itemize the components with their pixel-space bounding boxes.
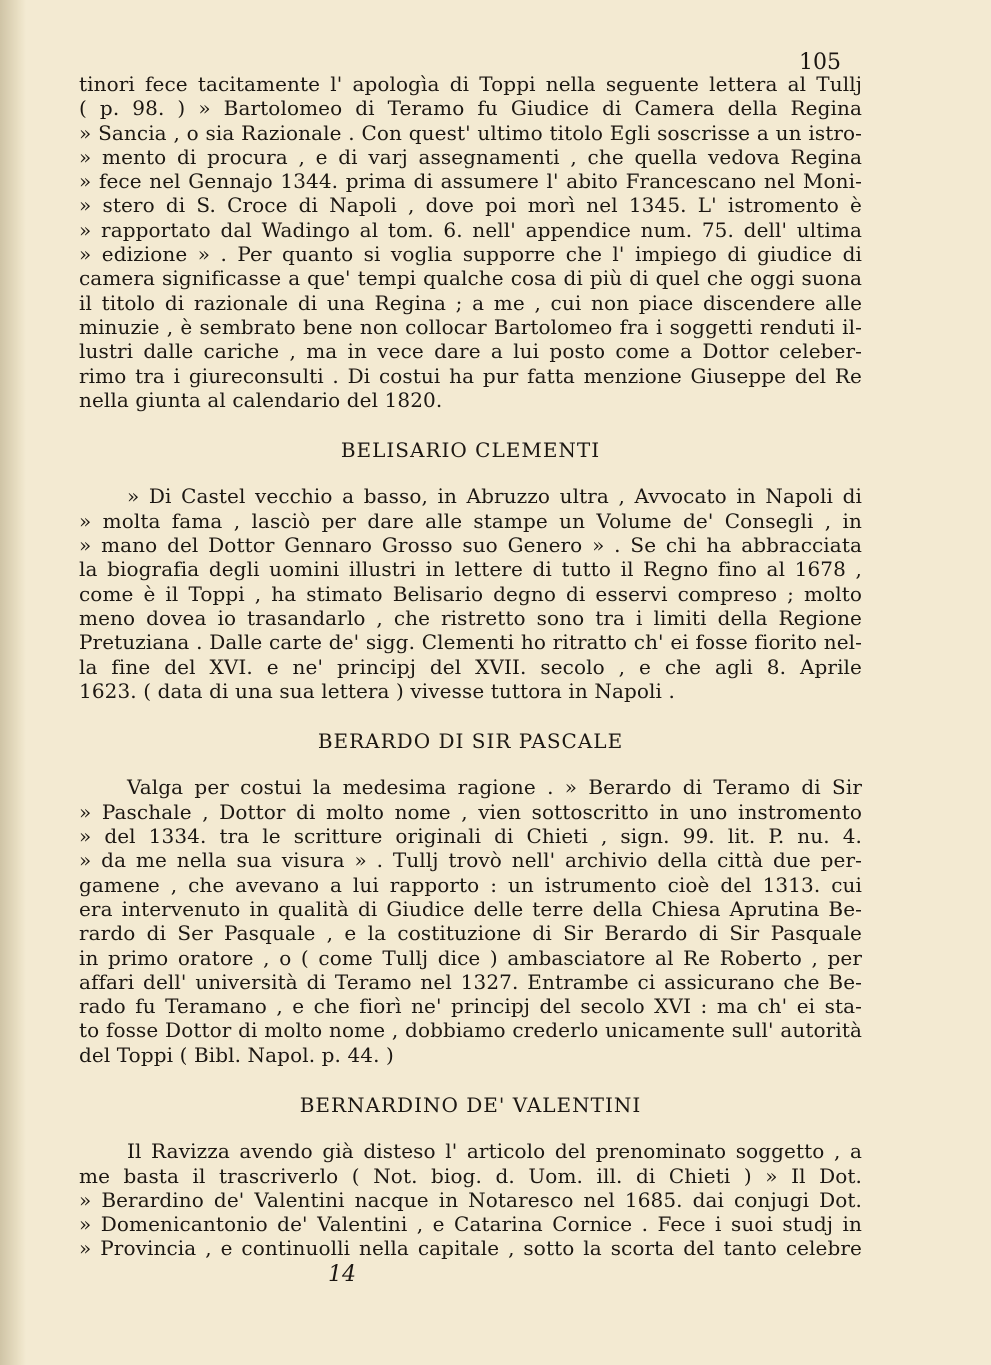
text-line: » mano del Dottor Gennaro Grosso suo Genero » . Se chi ha abbracciata	[79, 533, 862, 558]
text-line: 1623. ( data di una sua lettera ) vivesse tuttora in Napoli .	[79, 678, 675, 703]
text-line: » Provincia , e continuolli nella capitale , sotto la scorta del tanto celebre	[79, 1236, 862, 1261]
text-line: nella giunta al calendario del 1820.	[79, 387, 443, 412]
paragraph-bartolomeo	[79, 72, 862, 412]
text-line: to fosse Dottor di molto nome , dobbiamo crederlo unicamente sull' autorità	[79, 1018, 862, 1043]
paragraph-berardo	[79, 775, 862, 1067]
text-line: minuzie , è sembrato bene non collocar Bartolomeo fra i soggetti renduti il-	[79, 314, 862, 339]
text-line: » molta fama , lasciò per dare alle stampe un Volume de' Consegli , in	[79, 508, 862, 533]
text-line: del Toppi ( Bibl. Napol. p. 44. )	[79, 1042, 394, 1067]
text-line: me basta il trascriverlo ( Not. biog. d. Uom. ill. di Chieti ) » Il Dot.	[79, 1163, 862, 1188]
text-line: era intervenuto in qualità di Giudice delle terre della Chiesa Aprutina Be-	[79, 896, 862, 921]
text-line: ( p. 98. ) » Bartolomeo di Teramo fu Giudice di Camera della Regina	[79, 96, 862, 121]
text-line: in primo oratore , o ( come Tullj dice ) ambasciatore al Re Roberto , per	[79, 945, 862, 970]
page-edge-shadow	[0, 0, 26, 1365]
text-line: il titolo di razionale di una Regina ; a me , cui non piace discendere alle	[79, 290, 862, 315]
section-heading-bernardino: BERNARDINO DE' VALENTINI	[299, 1092, 642, 1117]
text-line: » stero di S. Croce di Napoli , dove poi morì nel 1345. L' istromento è	[79, 193, 862, 218]
text-line: Il Ravizza avendo già disteso l' articolo del prenominato soggetto , a	[127, 1139, 862, 1164]
text-line: come è il Toppi , ha stimato Belisario degno di esservi compreso ; molto	[79, 581, 862, 606]
paragraph-belisario	[79, 484, 862, 703]
text-line: » da me nella sua visura » . Tullj trovò nell' archivio della città due per-	[79, 848, 862, 873]
text-line: Valga per costui la medesima ragione . » Berardo di Teramo di Sir	[127, 775, 862, 800]
section-heading-belisario: BELISARIO CLEMENTI	[340, 438, 601, 463]
text-line: Pretuziana . Dalle carte de' sigg. Clementi ho ritratto ch' ei fosse fiorito nel-	[79, 630, 862, 655]
paragraph-bernardino	[79, 1139, 862, 1260]
text-line: » fece nel Gennajo 1344. prima di assumere l' abito Francescano nel Moni-	[79, 169, 862, 194]
text-line: lustri dalle cariche , ma in vece dare a lui posto come a Dottor celeber-	[79, 339, 862, 364]
text-line: tinori fece tacitamente l' apologìa di Toppi nella seguente lettera al Tullj	[79, 72, 862, 96]
text-line: gamene , che avevano a lui rapporto : un istrumento cioè del 1313. cui	[79, 872, 862, 897]
text-line: rado fu Teramano , e che fiorì ne' principj del secolo XVI : ma ch' ei sta-	[79, 994, 862, 1019]
page-body	[79, 72, 862, 1261]
text-line: » edizione » . Per quanto si voglia supporre che l' impiego di giudice di	[79, 242, 862, 267]
text-line: rimo tra i giureconsulti . Di costui ha pur fatta menzione Giuseppe del Re	[79, 363, 862, 388]
text-line: » Domenicantonio de' Valentini , e Catarina Cornice . Fece i suoi studj in	[79, 1212, 862, 1237]
text-line: affari dell' università di Teramo nel 1327. Entrambe ci assicurano che Be-	[79, 969, 862, 994]
page-number: 105	[799, 50, 841, 75]
text-line: meno dovea io trasandarlo , che ristretto sono tra i limiti della Regione	[79, 605, 862, 630]
text-line: » Sancia , o sia Razionale . Con quest' ultimo titolo Egli soscrisse a un istro-	[79, 120, 862, 145]
text-line: » Paschale , Dottor di molto nome , vien sottoscritto in uno instromento	[79, 799, 862, 824]
text-line: rardo di Ser Pasquale , e la costituzione di Sir Berardo di Sir Pasquale	[79, 921, 862, 946]
text-line: camera significasse a que' tempi qualche cosa di più di quel che oggi suona	[79, 266, 862, 291]
text-line: la biografia degli uomini illustri in lettere di tutto il Regno fino al 1678 ,	[79, 557, 862, 582]
text-line: » del 1334. tra le scritture originali di Chieti , sign. 99. lit. P. nu. 4.	[79, 824, 862, 849]
signature-mark: 14	[328, 1262, 356, 1287]
section-heading-berardo: BERARDO DI SIR PASCALE	[317, 729, 624, 754]
text-line: » rapportato dal Wadingo al tom. 6. nell' appendice num. 75. dell' ultima	[79, 217, 862, 242]
text-line: » mento di procura , e di varj assegnamenti , che quella vedova Regina	[79, 144, 862, 169]
text-line: » Di Castel vecchio a basso, in Abruzzo ultra , Avvocato in Napoli di	[127, 484, 862, 509]
text-line: la fine del XVI. e ne' principj del XVII. secolo , e che agli 8. Aprile	[79, 654, 862, 679]
text-line: » Berardino de' Valentini nacque in Notaresco nel 1685. dai conjugi Dot.	[79, 1187, 862, 1212]
